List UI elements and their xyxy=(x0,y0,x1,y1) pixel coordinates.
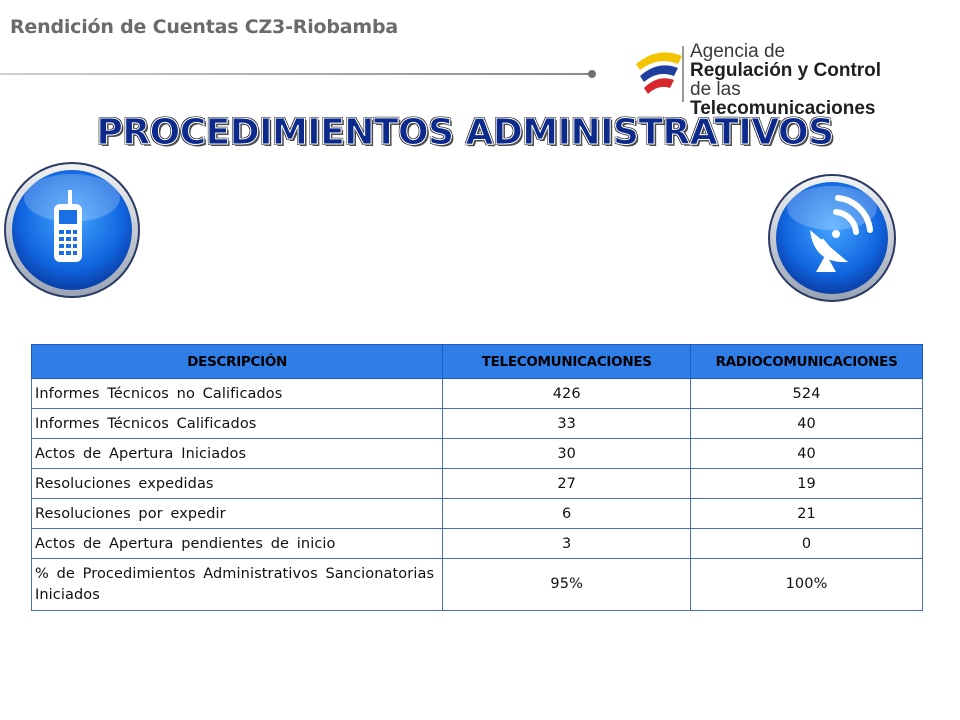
row-description: Informes Técnicos Calificados xyxy=(32,409,443,439)
row-telecom-value: 3 xyxy=(443,529,691,559)
page-title: PROCEDIMIENTOS ADMINISTRATIVOS xyxy=(96,112,834,153)
row-telecom-value: 426 xyxy=(443,379,691,409)
row-description: Actos de Apertura Iniciados xyxy=(32,439,443,469)
satellite-dish-icon xyxy=(766,172,898,304)
table-row xyxy=(32,409,923,439)
row-description: % de Procedimientos Administrativos Sancionatorias Iniciados xyxy=(32,559,443,611)
row-radiocom-value: 21 xyxy=(691,499,923,529)
row-description: Informes Técnicos no Calificados xyxy=(32,379,443,409)
row-radiocom-value: 19 xyxy=(691,469,923,499)
table-row xyxy=(32,499,923,529)
column-header-description: DESCRIPCIÓN xyxy=(32,345,443,379)
row-radiocom-value: 0 xyxy=(691,529,923,559)
header-divider xyxy=(0,70,596,78)
row-telecom-value: 27 xyxy=(443,469,691,499)
table-row xyxy=(32,379,923,409)
arcotel-logo xyxy=(632,41,922,119)
table-row xyxy=(32,559,923,611)
row-radiocom-value: 524 xyxy=(691,379,923,409)
row-radiocom-value: 40 xyxy=(691,439,923,469)
logo-line-3: de las Telecomunicaciones xyxy=(690,79,876,119)
table-header-row xyxy=(32,345,923,379)
row-radiocom-value: 40 xyxy=(691,409,923,439)
arcotel-emblem-icon xyxy=(632,42,688,106)
mobile-phone-icon xyxy=(2,160,142,300)
table-row xyxy=(32,439,923,469)
presentation-header: Rendición de Cuentas CZ3-Riobamba xyxy=(10,16,399,38)
table-row xyxy=(32,529,923,559)
column-header-telecom: TELECOMUNICACIONES xyxy=(443,345,691,379)
row-description: Resoluciones por expedir xyxy=(32,499,443,529)
logo-line-2: Regulación y Control xyxy=(690,60,882,81)
procedures-table xyxy=(31,344,923,611)
row-telecom-value: 33 xyxy=(443,409,691,439)
row-description: Resoluciones expedidas xyxy=(32,469,443,499)
row-description: Actos de Apertura pendientes de inicio xyxy=(32,529,443,559)
column-header-radiocom: RADIOCOMUNICACIONES xyxy=(691,345,923,379)
logo-line-1: Agencia de xyxy=(690,41,786,62)
table-row xyxy=(32,469,923,499)
row-telecom-value: 95% xyxy=(443,559,691,611)
row-telecom-value: 6 xyxy=(443,499,691,529)
row-radiocom-value: 100% xyxy=(691,559,923,611)
row-telecom-value: 30 xyxy=(443,439,691,469)
